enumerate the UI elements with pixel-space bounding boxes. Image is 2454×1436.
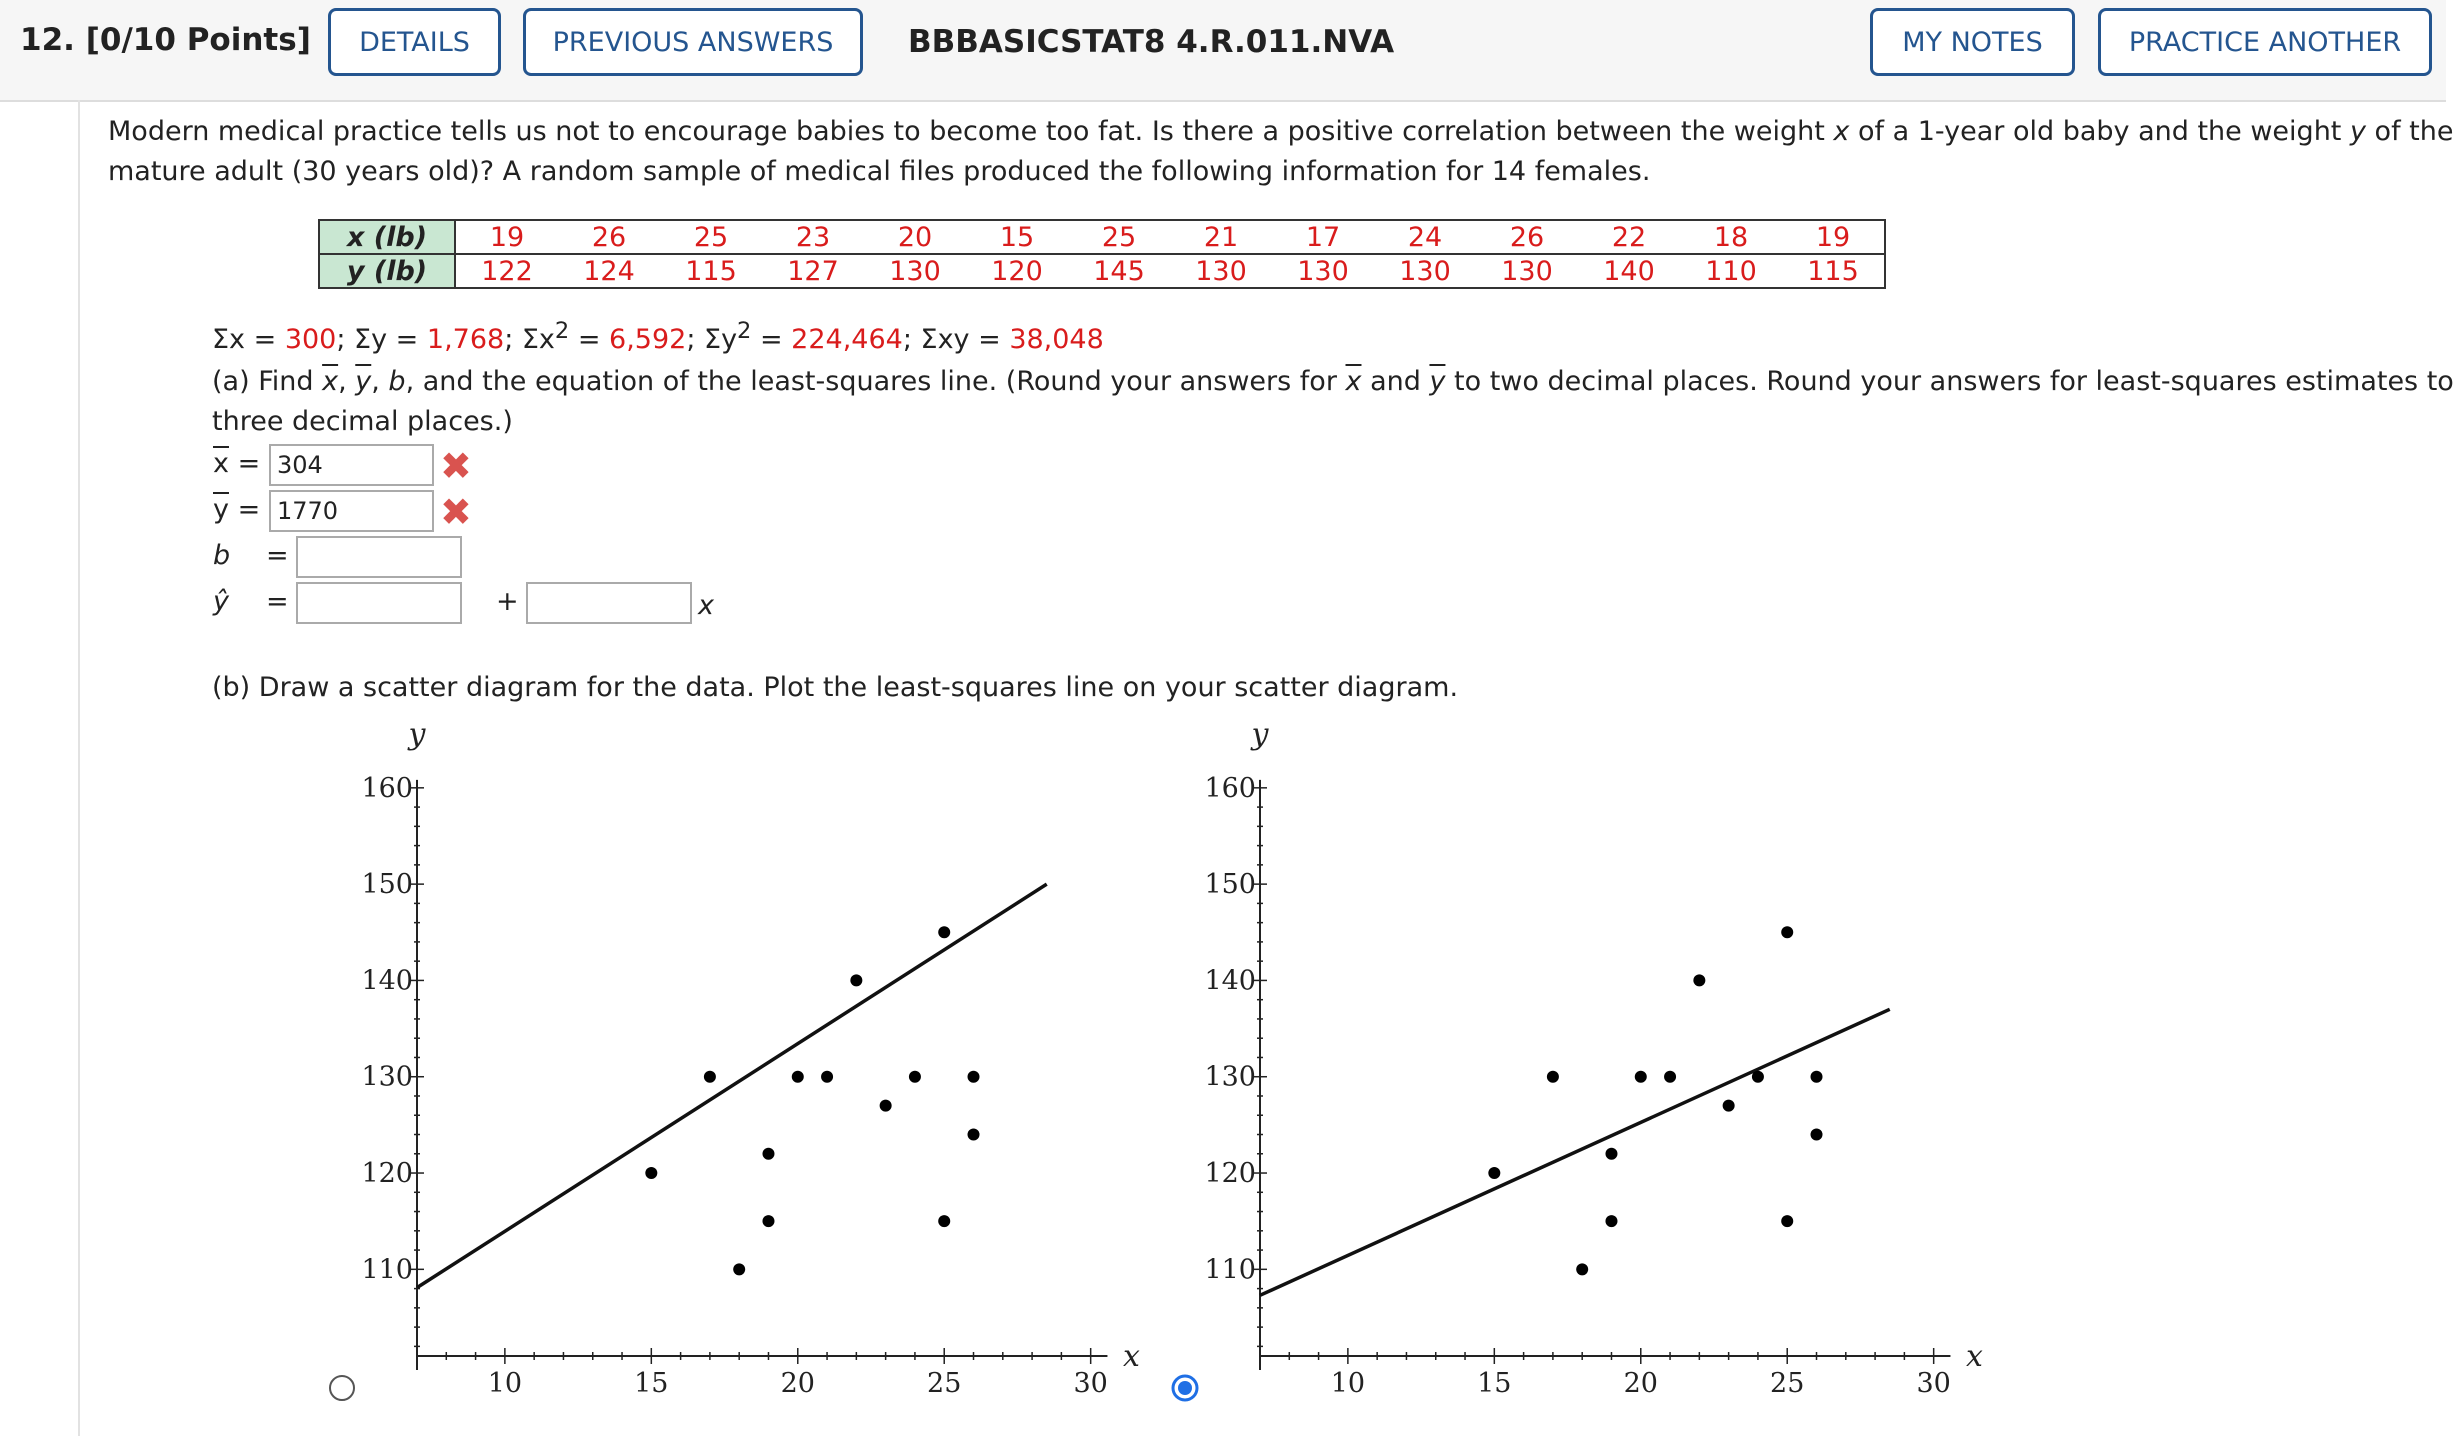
data-point	[909, 1071, 921, 1083]
y-tick-label: 150	[361, 869, 413, 901]
data-point	[821, 1071, 833, 1083]
x-values	[455, 220, 1885, 254]
least-squares-line	[417, 884, 1047, 1287]
practice-another-button[interactable]: PRACTICE ANOTHER	[2098, 8, 2432, 76]
y-tick-label: 160	[1204, 772, 1256, 804]
y-value-11: 140	[1603, 255, 1655, 287]
y-tick-label: 120	[361, 1158, 413, 1190]
y-tick-label: 150	[1204, 869, 1256, 901]
y-value-8: 130	[1297, 255, 1349, 287]
data-point	[1488, 1167, 1500, 1179]
data-point	[733, 1263, 745, 1275]
y-value-7: 130	[1195, 255, 1247, 287]
y-tick-label: 140	[361, 965, 413, 997]
part-a-and: and	[1361, 366, 1430, 397]
part-a-line-1	[212, 362, 2454, 402]
y-tick-label: 110	[1204, 1254, 1256, 1286]
data-point	[762, 1215, 774, 1227]
data-point	[1547, 1071, 1559, 1083]
yhat-eq: =	[266, 586, 289, 617]
intercept-input[interactable]	[296, 582, 462, 624]
part-a-line-2: three decimal places.)	[212, 406, 513, 437]
y-value-6: 145	[1093, 255, 1145, 287]
y-value-10: 130	[1501, 255, 1553, 287]
ybar-symbol: $\overline{y}$	[213, 494, 229, 525]
part-a-b: b	[388, 366, 406, 397]
scatter-option-2	[1163, 712, 1983, 1436]
y-value-9: 130	[1399, 255, 1451, 287]
y-row	[319, 254, 1885, 288]
my-notes-button[interactable]: MY NOTES	[1870, 8, 2075, 76]
x-value-8: 17	[1305, 221, 1341, 253]
y-value-12: 110	[1705, 255, 1757, 287]
sum-x2-label: ; Σx	[504, 324, 555, 355]
y-value-0: 122	[481, 255, 533, 287]
option-radio-dot	[1178, 1381, 1192, 1395]
option-radio[interactable]	[330, 1376, 354, 1400]
data-point	[938, 1215, 950, 1227]
intro-y-var: y	[2349, 116, 2366, 147]
x-value-10: 26	[1509, 221, 1545, 253]
data-point	[1693, 974, 1705, 986]
x-value-11: 22	[1611, 221, 1647, 253]
part-a-comma-2: ,	[371, 366, 389, 397]
x-axis-label: x	[1965, 1339, 1983, 1374]
part-a-text-1: (a) Find	[212, 366, 323, 397]
question-title	[20, 22, 311, 58]
data-point	[1576, 1263, 1588, 1275]
sum-y-label: ; Σy =	[336, 324, 427, 355]
x-value-3: 23	[795, 221, 831, 253]
sum-y-value: 1,768	[426, 324, 505, 355]
x-tick-label: 30	[1073, 1368, 1108, 1399]
data-point	[1605, 1215, 1617, 1227]
sum-x2-eq: =	[569, 324, 610, 355]
data-point	[850, 974, 862, 986]
part-b-prompt: (b) Draw a scatter diagram for the data. Plot the least-squares line on your scatter diagram.	[212, 672, 1459, 703]
sum-y2-label: ; Σy	[686, 324, 738, 355]
x-tick-label: 10	[1330, 1368, 1366, 1399]
x-tick-label: 30	[1916, 1368, 1951, 1399]
y-header: y (lb)	[319, 254, 455, 288]
x-value-4: 20	[897, 221, 933, 253]
y-value-5: 120	[991, 255, 1043, 287]
intro-line-2: mature adult (30 years old)? A random sample of medical files produced the following information for 14 females.	[108, 156, 1651, 187]
question-points: [0/10 Points]	[85, 22, 311, 58]
x-tick-label: 10	[487, 1368, 523, 1399]
part-a-xbar: $\overline{x}$	[322, 366, 339, 397]
part-a-xbar-2: $\overline{x}$	[1345, 366, 1362, 397]
y-tick-label: 110	[361, 1254, 413, 1286]
data-point	[1811, 1129, 1823, 1141]
sum-x-value: 300	[284, 324, 337, 355]
y-tick-label: 130	[361, 1061, 413, 1093]
part-a-prompt	[212, 362, 2454, 442]
previous-answers-button[interactable]: PREVIOUS ANSWERS	[523, 8, 863, 76]
xbar-eq: =	[237, 448, 261, 479]
question-header	[0, 0, 2446, 102]
sums-line	[212, 311, 1104, 360]
part-a-ybar-2: $\overline{y}$	[1429, 366, 1446, 397]
data-point	[792, 1071, 804, 1083]
x-tick-label: 25	[1770, 1368, 1805, 1399]
ybar-incorrect-icon: ✖	[440, 490, 472, 534]
sum-x2-value: 6,592	[609, 324, 687, 355]
x-value-9: 24	[1407, 221, 1443, 253]
y-value-3: 127	[787, 255, 839, 287]
data-point	[1752, 1071, 1764, 1083]
intro-line-1	[108, 112, 2454, 152]
data-table	[318, 219, 1886, 289]
b-input[interactable]	[296, 536, 462, 578]
data-point	[1605, 1148, 1617, 1160]
scatter-option-1	[320, 712, 1140, 1436]
data-point	[1723, 1100, 1735, 1112]
sum-xy-label: ; Σxy =	[902, 324, 1010, 355]
data-point	[938, 926, 950, 938]
data-point	[1635, 1071, 1647, 1083]
y-axis-label: y	[1251, 717, 1269, 752]
part-a-comma-1: ,	[338, 366, 356, 397]
xbar-symbol: $\overline{x}$	[213, 448, 229, 479]
part-a-ybar: $\overline{y}$	[355, 366, 372, 397]
intro-text-b: of a 1-year old baby and the weight	[1849, 116, 2350, 147]
sum-x-label: Σx =	[212, 324, 285, 355]
y-value-2: 115	[685, 255, 737, 287]
y-value-4: 130	[889, 255, 941, 287]
sum-xy-value: 38,048	[1009, 324, 1104, 355]
b-eq: =	[266, 540, 289, 571]
data-point	[1811, 1071, 1823, 1083]
xbar-incorrect-icon: ✖	[440, 444, 472, 488]
y-value-1: 124	[583, 255, 635, 287]
x-tick-label: 20	[1623, 1368, 1658, 1399]
x-tick-label: 15	[1477, 1368, 1512, 1399]
b-label: b	[213, 540, 231, 571]
x-value-5: 15	[999, 221, 1035, 253]
least-squares-line	[1260, 1009, 1890, 1295]
x-row	[319, 220, 1885, 254]
data-point	[762, 1148, 774, 1160]
y-tick-label: 160	[361, 772, 413, 804]
ybar-eq: =	[237, 494, 261, 525]
y-tick-label: 130	[1204, 1061, 1256, 1093]
x-value-12: 18	[1713, 221, 1749, 253]
intro-text-a: Modern medical practice tells us not to encourage babies to become too fat. Is there a positive correlation between the weight	[108, 116, 1834, 147]
y-tick-label: 140	[1204, 965, 1256, 997]
data-point	[704, 1071, 716, 1083]
slope-input[interactable]	[526, 582, 692, 624]
y-axis-label: y	[408, 717, 426, 752]
x-value-7: 21	[1203, 221, 1239, 253]
x-value-2: 25	[693, 221, 729, 253]
intro-x-var: x	[1833, 116, 1850, 147]
data-point	[645, 1167, 657, 1179]
part-a-text-3: to two decimal places. Round your answers for least-squares estimates to	[1445, 366, 2454, 397]
sum-y2-value: 224,464	[791, 324, 903, 355]
plus-sign: +	[496, 586, 519, 617]
y-values	[455, 254, 1885, 288]
data-point	[968, 1071, 980, 1083]
x-tick-label: 20	[780, 1368, 815, 1399]
x-header: x (lb)	[319, 220, 455, 254]
x-value-0: 19	[489, 221, 525, 253]
data-point	[1781, 926, 1793, 938]
x-axis-label: x	[1122, 1339, 1140, 1374]
ybar-input[interactable]	[269, 490, 434, 532]
data-point	[1781, 1215, 1793, 1227]
data-point	[968, 1129, 980, 1141]
question-intro	[108, 112, 2454, 192]
y-tick-label: 120	[1204, 1158, 1256, 1190]
sum-y2-eq: =	[751, 324, 792, 355]
intro-text-c: of the	[2365, 116, 2454, 147]
x-value-6: 25	[1101, 221, 1137, 253]
data-point	[1664, 1071, 1676, 1083]
xbar-row-label	[213, 448, 260, 479]
details-button[interactable]: DETAILS	[328, 8, 501, 76]
sum-x2-exponent: 2	[554, 318, 570, 344]
question-code: BBBASICSTAT8 4.R.011.NVA	[908, 24, 1395, 60]
x-tick-label: 25	[927, 1368, 962, 1399]
yhat-label: ŷ	[213, 586, 229, 617]
x-suffix: x	[698, 590, 714, 621]
data-point	[880, 1100, 892, 1112]
x-value-1: 26	[591, 221, 627, 253]
sum-y2-exponent: 2	[737, 318, 752, 344]
y-value-13: 115	[1807, 255, 1859, 287]
question-number: 12.	[20, 22, 75, 58]
xbar-input[interactable]	[269, 444, 434, 486]
x-tick-label: 15	[634, 1368, 669, 1399]
content-left-rule	[78, 100, 80, 1436]
x-value-13: 19	[1815, 221, 1851, 253]
ybar-row-label	[213, 494, 260, 525]
part-a-text-2: , and the equation of the least-squares line. (Round your answers for	[405, 366, 1346, 397]
